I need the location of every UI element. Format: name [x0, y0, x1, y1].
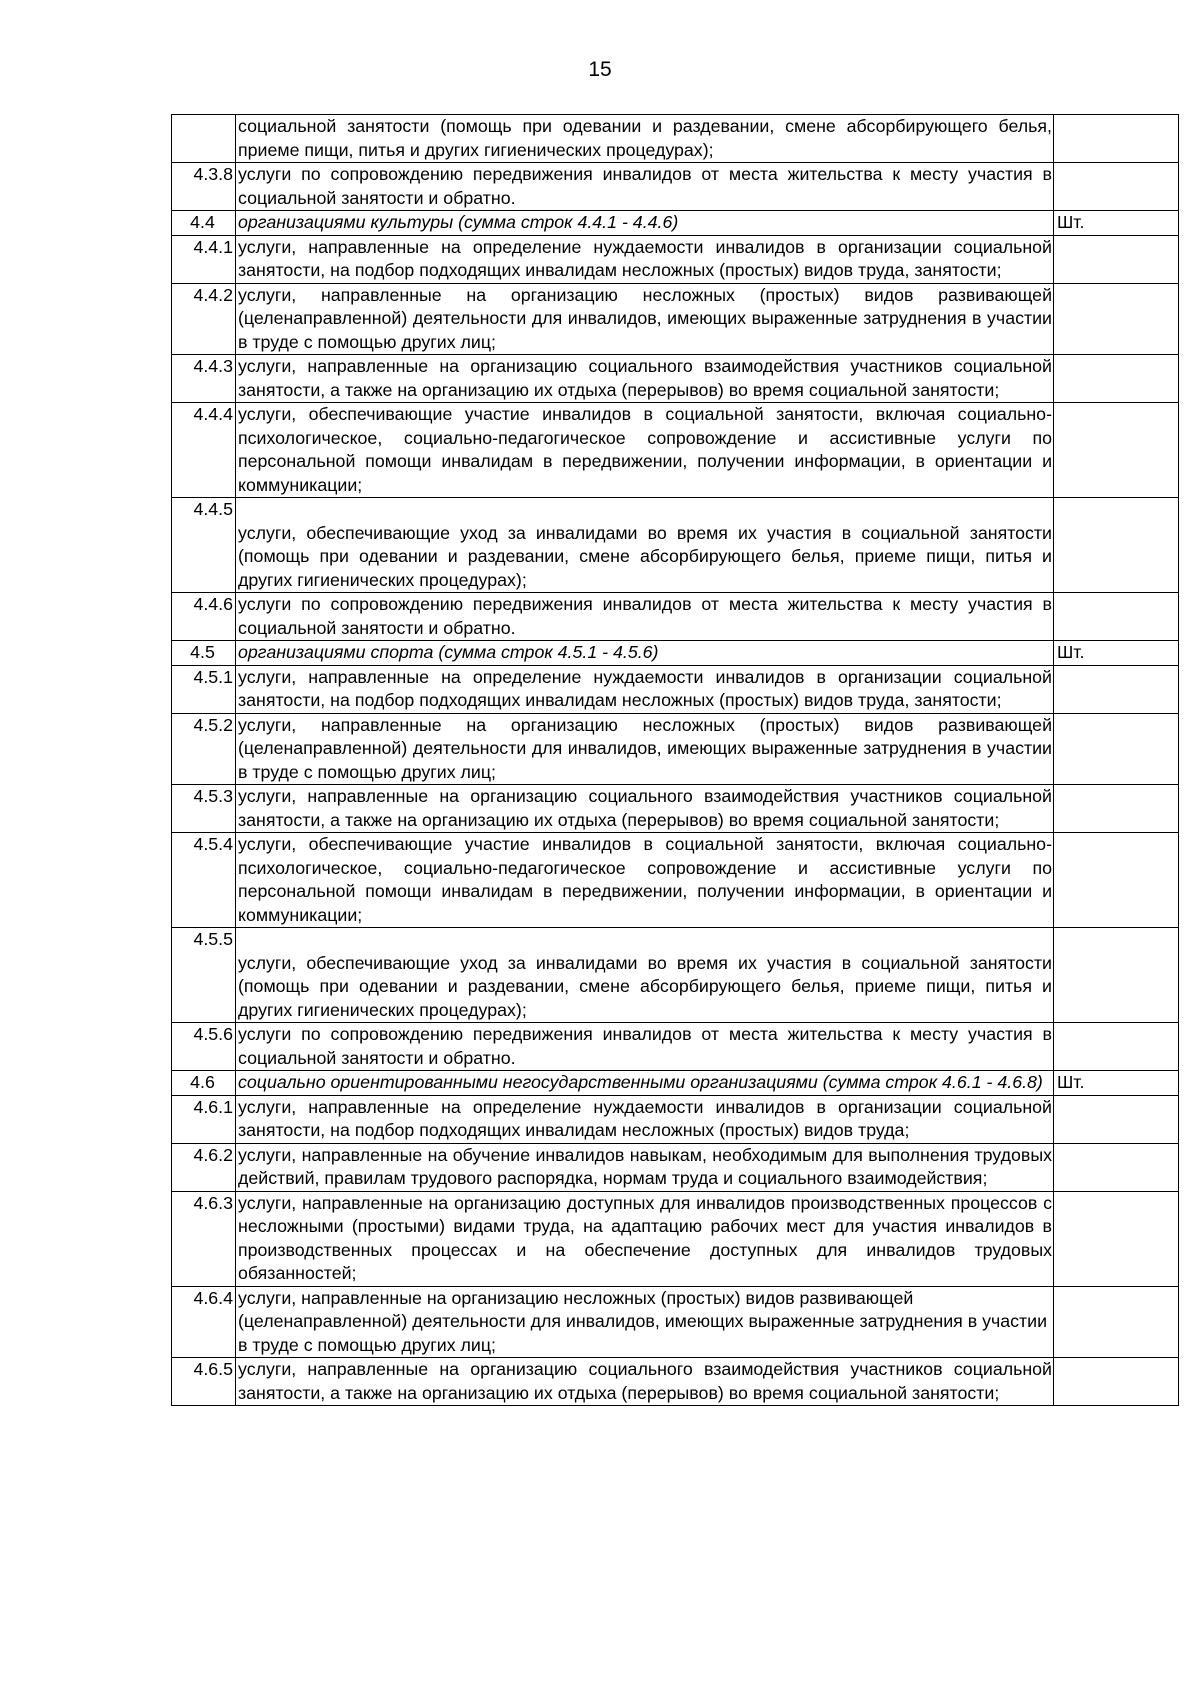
- row-number: 4.6.5: [172, 1358, 236, 1406]
- row-description: услуги, обеспечивающие участие инвалидов в социальной занятости, включая социально-психологическое, социально-педагогическое сопровождение и ассистивные услуги по персональной помощи инвалидам в передвижении, получении информации, в ориентации и коммуникации;: [236, 833, 1054, 928]
- row-description-text: услуги, обеспечивающие уход за инвалидами во время их участия в социальной занятости (помощь при одевании и раздевании, смене абсорбирующего белья, приеме пищи, питья и других гигиенических процедурах);: [238, 522, 1052, 590]
- row-number: 4.3.8: [172, 163, 236, 211]
- services-table: [171, 114, 1179, 1406]
- table-row: [172, 1358, 1179, 1406]
- table-row: [172, 641, 1179, 666]
- row-description: услуги по сопровождению передвижения инвалидов от места жительства к месту участия в социальной занятости и обратно.: [236, 1023, 1054, 1071]
- row-number: 4.5.4: [172, 833, 236, 928]
- row-unit: [1054, 115, 1179, 163]
- blank-line: [238, 928, 1052, 952]
- row-description: услуги, направленные на определение нуждаемости инвалидов в организации социальной занятости, на подбор подходящих инвалидам несложных (простых) видов труда, занятости;: [236, 665, 1054, 713]
- row-number: 4.6.3: [172, 1191, 236, 1286]
- table-row: [172, 283, 1179, 355]
- blank-line: [238, 498, 1052, 522]
- table-row: [172, 1286, 1179, 1358]
- table-row: [172, 1023, 1179, 1071]
- table-row: [172, 235, 1179, 283]
- row-number: 4.5.6: [172, 1023, 236, 1071]
- table-row: [172, 1071, 1179, 1096]
- row-description: услуги, направленные на организацию несложных (простых) видов развивающей (целенаправленной) деятельности для инвалидов, имеющих выраженные затруднения в участии в труде с помощью других лиц;: [236, 283, 1054, 355]
- row-description: услуги, направленные на организацию социального взаимодействия участников социальной занятости, а также на организацию их отдыха (перерывов) во время социальной занятости;: [236, 785, 1054, 833]
- row-description: услуги, направленные на организацию несложных (простых) видов развивающей (целенаправленной) деятельности для инвалидов, имеющих выраженные затруднения в участии в труде с помощью других лиц;: [236, 713, 1054, 785]
- table-row: [172, 163, 1179, 211]
- table-row: [172, 785, 1179, 833]
- row-unit: [1054, 665, 1179, 713]
- row-number: 4.4.5: [172, 498, 236, 593]
- row-number: 4.6: [172, 1071, 236, 1096]
- row-number: 4.5: [172, 641, 236, 666]
- row-description: услуги, направленные на определение нуждаемости инвалидов в организации социальной занятости, на подбор подходящих инвалидам несложных (простых) видов труда;: [236, 1095, 1054, 1143]
- row-number: 4.4.4: [172, 403, 236, 498]
- row-description: услуги, направленные на организацию доступных для инвалидов производственных процессов с несложными (простыми) видами труда, на адаптацию рабочих мест для участия инвалидов в производственных процессах и на обеспечение доступных для инвалидов трудовых обязанностей;: [236, 1191, 1054, 1286]
- row-unit: [1054, 1095, 1179, 1143]
- row-description: организациями культуры (сумма строк 4.4.1 - 4.4.6): [236, 211, 1054, 236]
- row-number: 4.5.2: [172, 713, 236, 785]
- row-description: услуги, обеспечивающие участие инвалидов в социальной занятости, включая социально-психологическое, социально-педагогическое сопровождение и ассистивные услуги по персональной помощи инвалидам в передвижении, получении информации, в ориентации и коммуникации;: [236, 403, 1054, 498]
- table-row: [172, 713, 1179, 785]
- row-unit: [1054, 1358, 1179, 1406]
- row-description: услуги, направленные на организацию социального взаимодействия участников социальной занятости, а также на организацию их отдыха (перерывов) во время социальной занятости;: [236, 355, 1054, 403]
- table-row: [172, 403, 1179, 498]
- table-row: [172, 1095, 1179, 1143]
- row-number: 4.5.1: [172, 665, 236, 713]
- row-number: 4.4.6: [172, 593, 236, 641]
- table-row: [172, 593, 1179, 641]
- row-unit: Шт.: [1054, 641, 1179, 666]
- row-description: услуги, направленные на обучение инвалидов навыкам, необходимым для выполнения трудовых действий, правилам трудового распорядка, нормам труда и социального взаимодействия;: [236, 1143, 1054, 1191]
- row-description: социально ориентированными негосударственными организациями (сумма строк 4.6.1 - 4.6.8): [236, 1071, 1054, 1096]
- row-description: организациями спорта (сумма строк 4.5.1 - 4.5.6): [236, 641, 1054, 666]
- row-number: 4.6.1: [172, 1095, 236, 1143]
- table-body: [172, 115, 1179, 1406]
- table-row: [172, 211, 1179, 236]
- row-number: 4.4.2: [172, 283, 236, 355]
- row-description: услуги, направленные на организацию социального взаимодействия участников социальной занятости, а также на организацию их отдыха (перерывов) во время социальной занятости;: [236, 1358, 1054, 1406]
- page-number: 15: [588, 58, 612, 81]
- row-unit: [1054, 403, 1179, 498]
- row-unit: [1054, 1191, 1179, 1286]
- row-number: 4.4: [172, 211, 236, 236]
- row-description: услуги, направленные на определение нуждаемости инвалидов в организации социальной занятости, на подбор подходящих инвалидам несложных (простых) видов труда, занятости;: [236, 235, 1054, 283]
- row-unit: Шт.: [1054, 1071, 1179, 1096]
- row-unit: Шт.: [1054, 211, 1179, 236]
- row-description: услуги по сопровождению передвижения инвалидов от места жительства к месту участия в социальной занятости и обратно.: [236, 163, 1054, 211]
- row-description-text: услуги, обеспечивающие уход за инвалидами во время их участия в социальной занятости (помощь при одевании и раздевании, смене абсорбирующего белья, приеме пищи, питья и других гигиенических процедурах);: [238, 952, 1052, 1020]
- row-unit: [1054, 283, 1179, 355]
- row-number: 4.6.4: [172, 1286, 236, 1358]
- row-unit: [1054, 785, 1179, 833]
- row-unit: [1054, 163, 1179, 211]
- row-unit: [1054, 1023, 1179, 1071]
- row-unit: [1054, 1286, 1179, 1358]
- row-number: 4.6.2: [172, 1143, 236, 1191]
- row-number: 4.4.3: [172, 355, 236, 403]
- row-unit: [1054, 593, 1179, 641]
- row-unit: [1054, 928, 1179, 1023]
- row-number: 4.5.5: [172, 928, 236, 1023]
- table-row: [172, 665, 1179, 713]
- row-number: 4.4.1: [172, 235, 236, 283]
- row-description: услуги, направленные на организацию несложных (простых) видов развивающей (целенаправленной) деятельности для инвалидов, имеющих выраженные затруднения в участии в труде с помощью других лиц;: [236, 1286, 1054, 1358]
- row-unit: [1054, 1143, 1179, 1191]
- table-row: [172, 1191, 1179, 1286]
- table-row: [172, 928, 1179, 1023]
- row-unit: [1054, 713, 1179, 785]
- row-unit: [1054, 833, 1179, 928]
- table-row: [172, 115, 1179, 163]
- table-row: [172, 498, 1179, 593]
- row-unit: [1054, 498, 1179, 593]
- table-row: [172, 833, 1179, 928]
- row-unit: [1054, 235, 1179, 283]
- table-row: [172, 1143, 1179, 1191]
- row-unit: [1054, 355, 1179, 403]
- table-row: [172, 355, 1179, 403]
- row-description: [236, 498, 1054, 593]
- row-description: социальной занятости (помощь при одевании и раздевании, смене абсорбирующего белья, приеме пищи, питья и других гигиенических процедурах);: [236, 115, 1054, 163]
- row-description: услуги по сопровождению передвижения инвалидов от места жительства к месту участия в социальной занятости и обратно.: [236, 593, 1054, 641]
- row-number: 4.5.3: [172, 785, 236, 833]
- row-number: [172, 115, 236, 163]
- row-description: [236, 928, 1054, 1023]
